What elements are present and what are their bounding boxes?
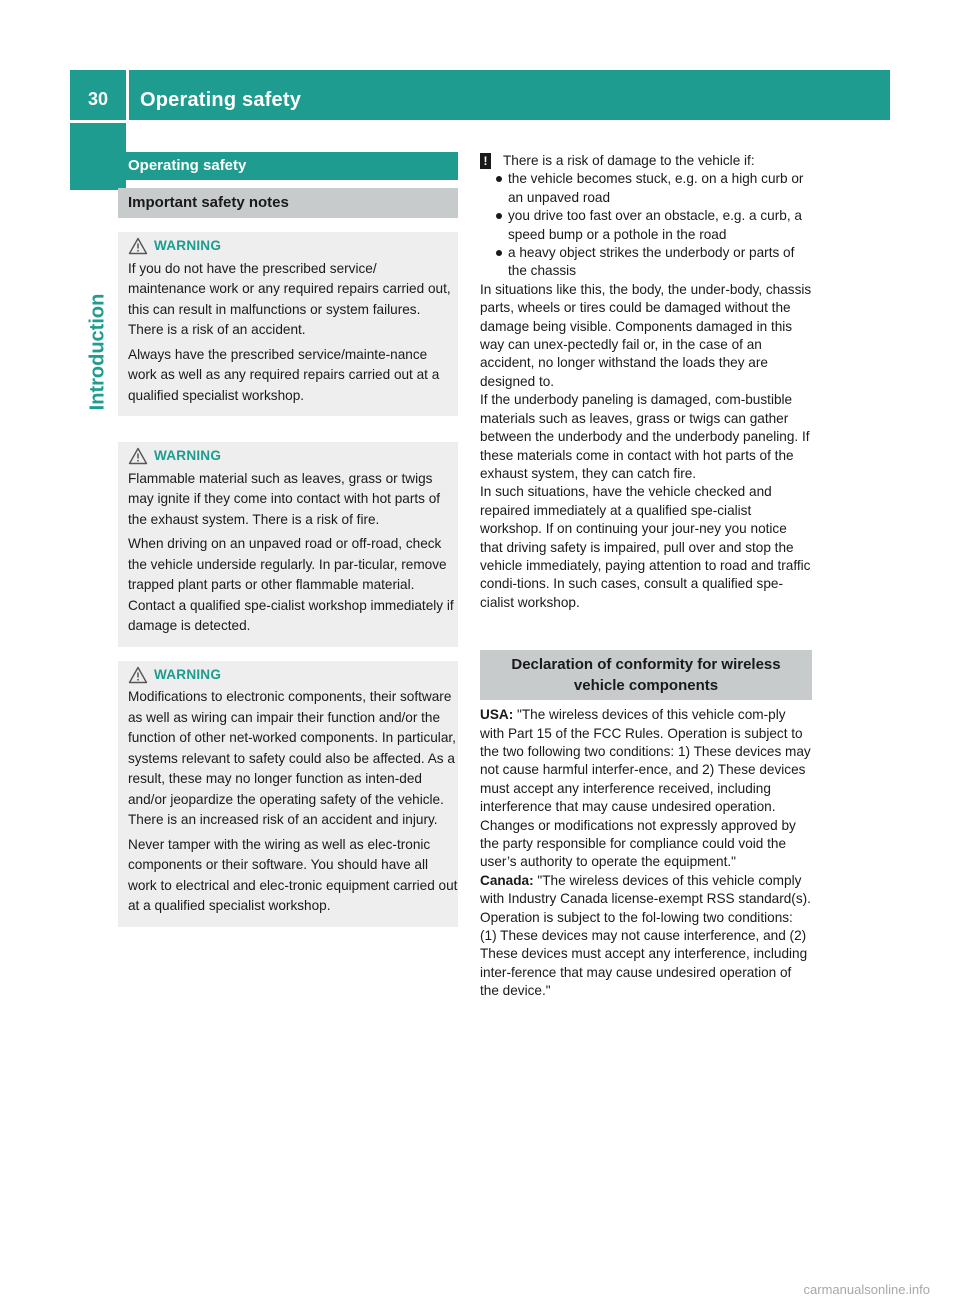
warning-title: WARNING bbox=[154, 666, 222, 682]
warning-header bbox=[128, 446, 458, 467]
declaration-title: Declaration of conformity for wireless vehicle components bbox=[480, 650, 812, 700]
canada-text: "The wireless devices of this vehicle comply with Industry Canada license-exempt RSS standard(s). Operation is subject to the fol-lowing two conditions: (1) These devices may not cause interference, and (2) These devices must accept any interference, including inter-ference that may cause undesired operation of the device." bbox=[480, 872, 811, 999]
bullet-list bbox=[496, 170, 812, 280]
warning-triangle-icon bbox=[128, 237, 148, 255]
warning-header bbox=[128, 665, 458, 686]
canada-label: Canada: bbox=[480, 872, 534, 888]
warning-paragraph: Modifications to electronic components, their software as well as wiring can impair their function and/or the function of other net-worked components. In particular, systems relevant to safety could also be affected. As a result, these may no longer function as inten-ded and/or jeopardize the operating safety of the vehicle. There is an increased risk of an accident and injury. bbox=[128, 689, 456, 827]
side-tab-label: Introduction bbox=[86, 293, 109, 411]
page-title: Operating safety bbox=[140, 89, 302, 111]
usa-text: "The wireless devices of this vehicle com-ply with Part 15 of the FCC Rules. Operation is subject to the two following two conditions: 1) These devices may not cause harmful interfer-ence, and 2) These devices must accept any interference received, including interference that may cause undesired operation. Changes or modifications not expressly approved by the party responsible for compliance could void the user’s authority to operate the equipment." bbox=[480, 707, 811, 870]
warning-paragraph: Always have the prescribed service/mainte-nance work as well as any required repairs carried out at a qualified specialist workshop. bbox=[128, 346, 440, 403]
warning-title: WARNING bbox=[154, 448, 222, 463]
warning-paragraph: When driving on an unpaved road or off-road, check the vehicle underside regularly. In par-ticular, remove trapped plant parts or other flammable material. Contact a qualified spe-cialist workshop immediately if damage is detected. bbox=[128, 536, 454, 633]
body-paragraph: If the underbody paneling is damaged, com-bustible materials such as leaves, grass or twigs can gather between the underbody and the underbody paneling. If these materials come in contact with hot parts of the exhaust system, they can catch fire. bbox=[480, 392, 810, 481]
warning-header bbox=[128, 236, 458, 257]
header-divider bbox=[126, 70, 129, 120]
canada-paragraph bbox=[480, 872, 812, 1001]
notice-header bbox=[480, 152, 812, 170]
exclamation-icon: ! bbox=[480, 153, 491, 169]
list-item: you drive too fast over an obstacle, e.g. a curb, a speed bump or a pothole in the road bbox=[496, 207, 812, 244]
body-paragraph: In such situations, have the vehicle checked and repaired immediately at a qualified spe-cialist workshop. If on continuing your jour-ney you notice that driving safety is impaired, pull over and stop the vehicle immediately, paying attention to road and traffic condi-tions. In such cases, consult a qualified spe-cialist workshop. bbox=[480, 484, 811, 610]
left-column bbox=[118, 152, 458, 927]
warning-box bbox=[118, 661, 458, 927]
warning-box bbox=[118, 232, 458, 416]
warning-triangle-icon bbox=[128, 447, 148, 465]
warning-title: WARNING bbox=[154, 238, 222, 253]
warning-paragraph: Flammable material such as leaves, grass or twigs may ignite if they come into contact with hot parts of the exhaust system. There is a risk of fire. bbox=[128, 470, 441, 527]
warning-paragraph: Never tamper with the wiring as well as elec-tronic components or their software. You should have all work to electrical and elec-tronic equipment carried out at a qualified specialist workshop. bbox=[128, 836, 458, 913]
warning-triangle-icon bbox=[128, 666, 148, 684]
usa-paragraph bbox=[480, 706, 812, 872]
notice-intro: There is a risk of damage to the vehicle if: bbox=[503, 153, 755, 168]
body-paragraph: In situations like this, the body, the under-body, chassis parts, wheels or tires could be damaged without the damage being visible. Components damaged in this way can unex-pectedly fail or, in the case of an accident, no longer withstand the loads they are designed to. bbox=[480, 281, 812, 389]
list-item: the vehicle becomes stuck, e.g. on a high curb or an unpaved road bbox=[496, 170, 812, 207]
usa-label: USA: bbox=[480, 707, 514, 723]
warning-box bbox=[118, 442, 458, 647]
list-item: a heavy object strikes the underbody or parts of the chassis bbox=[496, 244, 812, 281]
watermark: carmanualsonline.info bbox=[803, 1282, 930, 1297]
warning-paragraph: If you do not have the prescribed service/ maintenance work or any required repairs carried out, this can result in malfunctions or system failures. There is a risk of an accident. bbox=[128, 260, 451, 337]
section-title: Operating safety bbox=[118, 152, 458, 180]
page-number: 30 bbox=[87, 89, 109, 109]
right-column bbox=[480, 152, 812, 1001]
subsection-title: Important safety notes bbox=[118, 188, 458, 218]
